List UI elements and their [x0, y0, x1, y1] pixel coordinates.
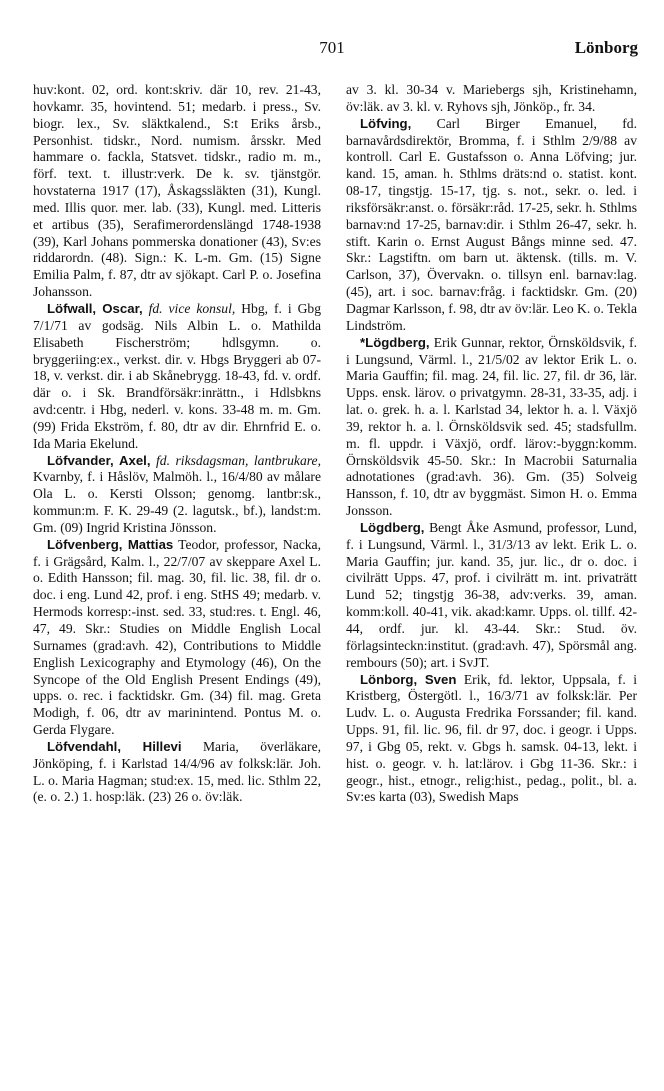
- entry-text: av 3. kl. 30-34 v. Mariebergs sjh, Kristinehamn, öv:läk. av 3. kl. v. Ryhovs sjh, Jönköp., fr. 34.: [346, 82, 637, 114]
- entry-name: *Lögdberg,: [360, 334, 430, 350]
- entry-title: fd. vice konsul,: [148, 300, 236, 316]
- entry-name: Löfving,: [360, 115, 412, 131]
- left-column: [33, 82, 321, 806]
- entry: [346, 672, 637, 807]
- entry-text: Erik Gunnar, rektor, Örnsköldsvik, f. i Lungsund, Värml. l., 21/5/02 av lektor Erik L. o. Maria Gauffin; fil. mag. 24, fil. lic. 27, fil. dr 36, lär. Upps. ensk. lärov. o privatgymn. 28-31, 33-35, adj. i lat. o. grek. h. a. l. Karlstad 34, lektor h. a. l. Växjö 39, rektor h. a. l. Örnsköldsvik sed. 45; stadsfullm. m. fl. uppdr. i Växjö, ordf. lärov:-byggn:komm. Örnsköldsvik 45-50. Skr.: In Macrobii Saturnalia adnotationes (grad:avh. 36). Gm. (35) Solveig Hansson, f. 10, dtr av byggmäst. Simon H. o. Emma Jonsson.: [346, 334, 637, 519]
- entry: [346, 82, 637, 116]
- entry-name: Löfvendahl, Hillevi: [47, 738, 182, 754]
- entry-text: Maria, överläkare, Jönköping, f. i Karlstad 14/4/96 av folksk:lär. Joh. L. o. Maria Hagman; stud:ex. 15, med. lic. Sthlm 22, (e. o. 2.) 1. hosp:läk. (23) 26 o. öv:läk.: [33, 738, 321, 805]
- entry-name: Löfvenberg, Mattias: [47, 536, 174, 552]
- entry: [33, 301, 321, 453]
- entry-name: Lönborg, Sven: [360, 671, 457, 687]
- entry-title: fd. riksdagsman, lantbrukare,: [156, 452, 321, 468]
- page-header: [0, 38, 664, 62]
- entry-name: Lögdberg,: [360, 519, 425, 535]
- page-number: 701: [319, 38, 345, 57]
- entry: [346, 116, 637, 335]
- entry: [33, 537, 321, 739]
- entry: [346, 520, 637, 672]
- entry-text: Erik, fd. lektor, Uppsala, f. i Kristberg, Östergötl. l., 16/3/71 av folksk:lär. Per Ludv. L. o. Augusta Fredrika Forssander; fil. kand. Upps. 91, fil. lic. 96, fil. dr 97, doc. i geogr. i Upps. 97, i Gbg 05, rekt. v. Gbgs h. samsk. 04-13, lekt. i hist. o. geogr. v. h. lat:lärov. i Gbg 11-36. Skr.: i geogr., hist., etnogr., relig:hist., pedag., polit., bl. a. Sv:es karta (03), Swedish Maps: [346, 671, 637, 805]
- running-head: Lönborg: [574, 38, 638, 57]
- entry-text: Kvarnby, f. i Håslöv, Malmöh. l., 16/4/80 av målare Ola L. o. Kersti Olsson; genomg. lantbr:sk., kommun:m. F. K. 29-49 (2. lagutsk., bf.), landst:m. Gm. (09) Ingrid Kristina Jönsson.: [33, 469, 321, 535]
- entry-text: Teodor, professor, Nacka, f. i Grägsård, Kalm. l., 22/7/07 av skeppare Axel L. o. Edith Hansson; fil. mag. 30, fil. lic. 38, fil. dr o. doc. i eng. Lund 42, prof. i eng. StHS 49; medarb. v. Hermods korresp:-inst. sed. 33, stud:res. t. Engl. 46, 47, 49. Skr.: Studies on Middle English Local Surnames (grad:avh. 42), Contributions to Middle English Lexicography and Etymology (46), On the Syncope of the Old English Present Endings (49), upps. o. rec. i facktidskr. Gm. (34) fil. mag. Greta Modigh, f. 06, dtr av marinintend. Pontus M. o. Gerda Flygare.: [33, 536, 321, 738]
- entry-text: Carl Birger Emanuel, fd. barnavårdsdirektör, Bromma, f. i Sthlm 2/9/88 av kontroll. Carl E. Gustafsson o. Anna Löfving; jur. kand. 15, aman. h. Sthlms dräts:nd o. statist. kont. 08-17, tingstjg. 15-17, tjg. s. not., sekr. o. led. i riksförsäkr:anst. o. försäkr:råd. 17-25, sekr. h. Sthlms barnav:nd 17-25, barnav:dir. i Sthlm 26-47, sekr. h. stift. Karin o. Ernst August Bångs minne sed. 47. Skr.: Lagstiftn. om barn ut. äktensk. (tills. m. V. Carlson, 37), Övervakn. o. tillsyn enl. barnav:lag. (45), art. i soc. barnav:fråg. i facktidskr. Gm. (20) Dagmar Karlsson, f. 98, dtr av öv:lär. Leo K. o. Tekla Lindström.: [346, 115, 637, 333]
- entry: [33, 453, 321, 537]
- right-column: [346, 82, 637, 806]
- entry-text: huv:kont. 02, ord. kont:skriv. där 10, rev. 21-43, hovkamr. 35, hovintend. 51; medarb. i press., Sv. biogr. lex., Sv. släktkalend., S:t Eriks årsb., Personhist. tidskr., Nord. numism. årsskr. Med hammare o. fackla, Statsvet. tidskr., radio m. m., förf. text. t. illustr:verk. De k. sv. tjänstgör. hovstaterna 1917 (17), Åskagssläkten (31), Kungl. med. Illis quor. mer. lab. (33), Kungl. med. Litteris et artibus (35), Serafimerordenslängd 1748-1938 (39), Karl Johans pommerska donationer (43), Sv:es riddarordn. (48). Sign.: K. L-m. Gm. (15) Signe Emilia Palm, f. 87, dtr av sjökapt. Carl P. o. Josefina Johansson.: [33, 82, 321, 300]
- entry-name: Löfvander, Axel,: [47, 452, 151, 468]
- entry-text: Hbg, f. i Gbg 7/1/71 av godsäg. Nils Albin L. o. Mathilda Elisabeth Fischerström; hdlsgymn. o. bryggeriing:ex., verkst. dir. v. Hbgs Bryggeri ab 07-18, v. verkst. dir. i ab Skånebrygg. 18-43, fd. v. ordf. där o. i Sk. Brandförsäkr:inrättn., i Hdlsbkns avd:centr. i Hbg, nederl. v. kons. 33-48 m. m. Gm. (99) Frida Ekström, f. 80, dtr av dir. Ehrnfrid E. o. Ida Maria Ekelund.: [33, 300, 321, 451]
- entry: [346, 335, 637, 520]
- entry-text: Bengt Åke Asmund, professor, Lund, f. i Lungsund, Värml. l., 31/3/13 av lekt. Erik L. o. Maria Gauffin; jur. kand. 35, jur. lic., dr o. doc. i civilrätt Upps. 47, prof. i civilrätt m. int. privaträtt Lund 52; tingstjg 36-38, adv:verks. 39, aman. komm:koll. 40-41, vik. akad:kamr. Upps. ol. tillf. 42-44, ordf. jur. kl. 43-44. Skr.: Stud. öv. förlagsinteckn:institut. (grad:avh. 47), Spörsmål ang. rembours (50); art. i SvJT.: [346, 519, 637, 670]
- entry: [33, 82, 321, 301]
- entry-name: Löfwall, Oscar,: [47, 300, 143, 316]
- entry: [33, 739, 321, 806]
